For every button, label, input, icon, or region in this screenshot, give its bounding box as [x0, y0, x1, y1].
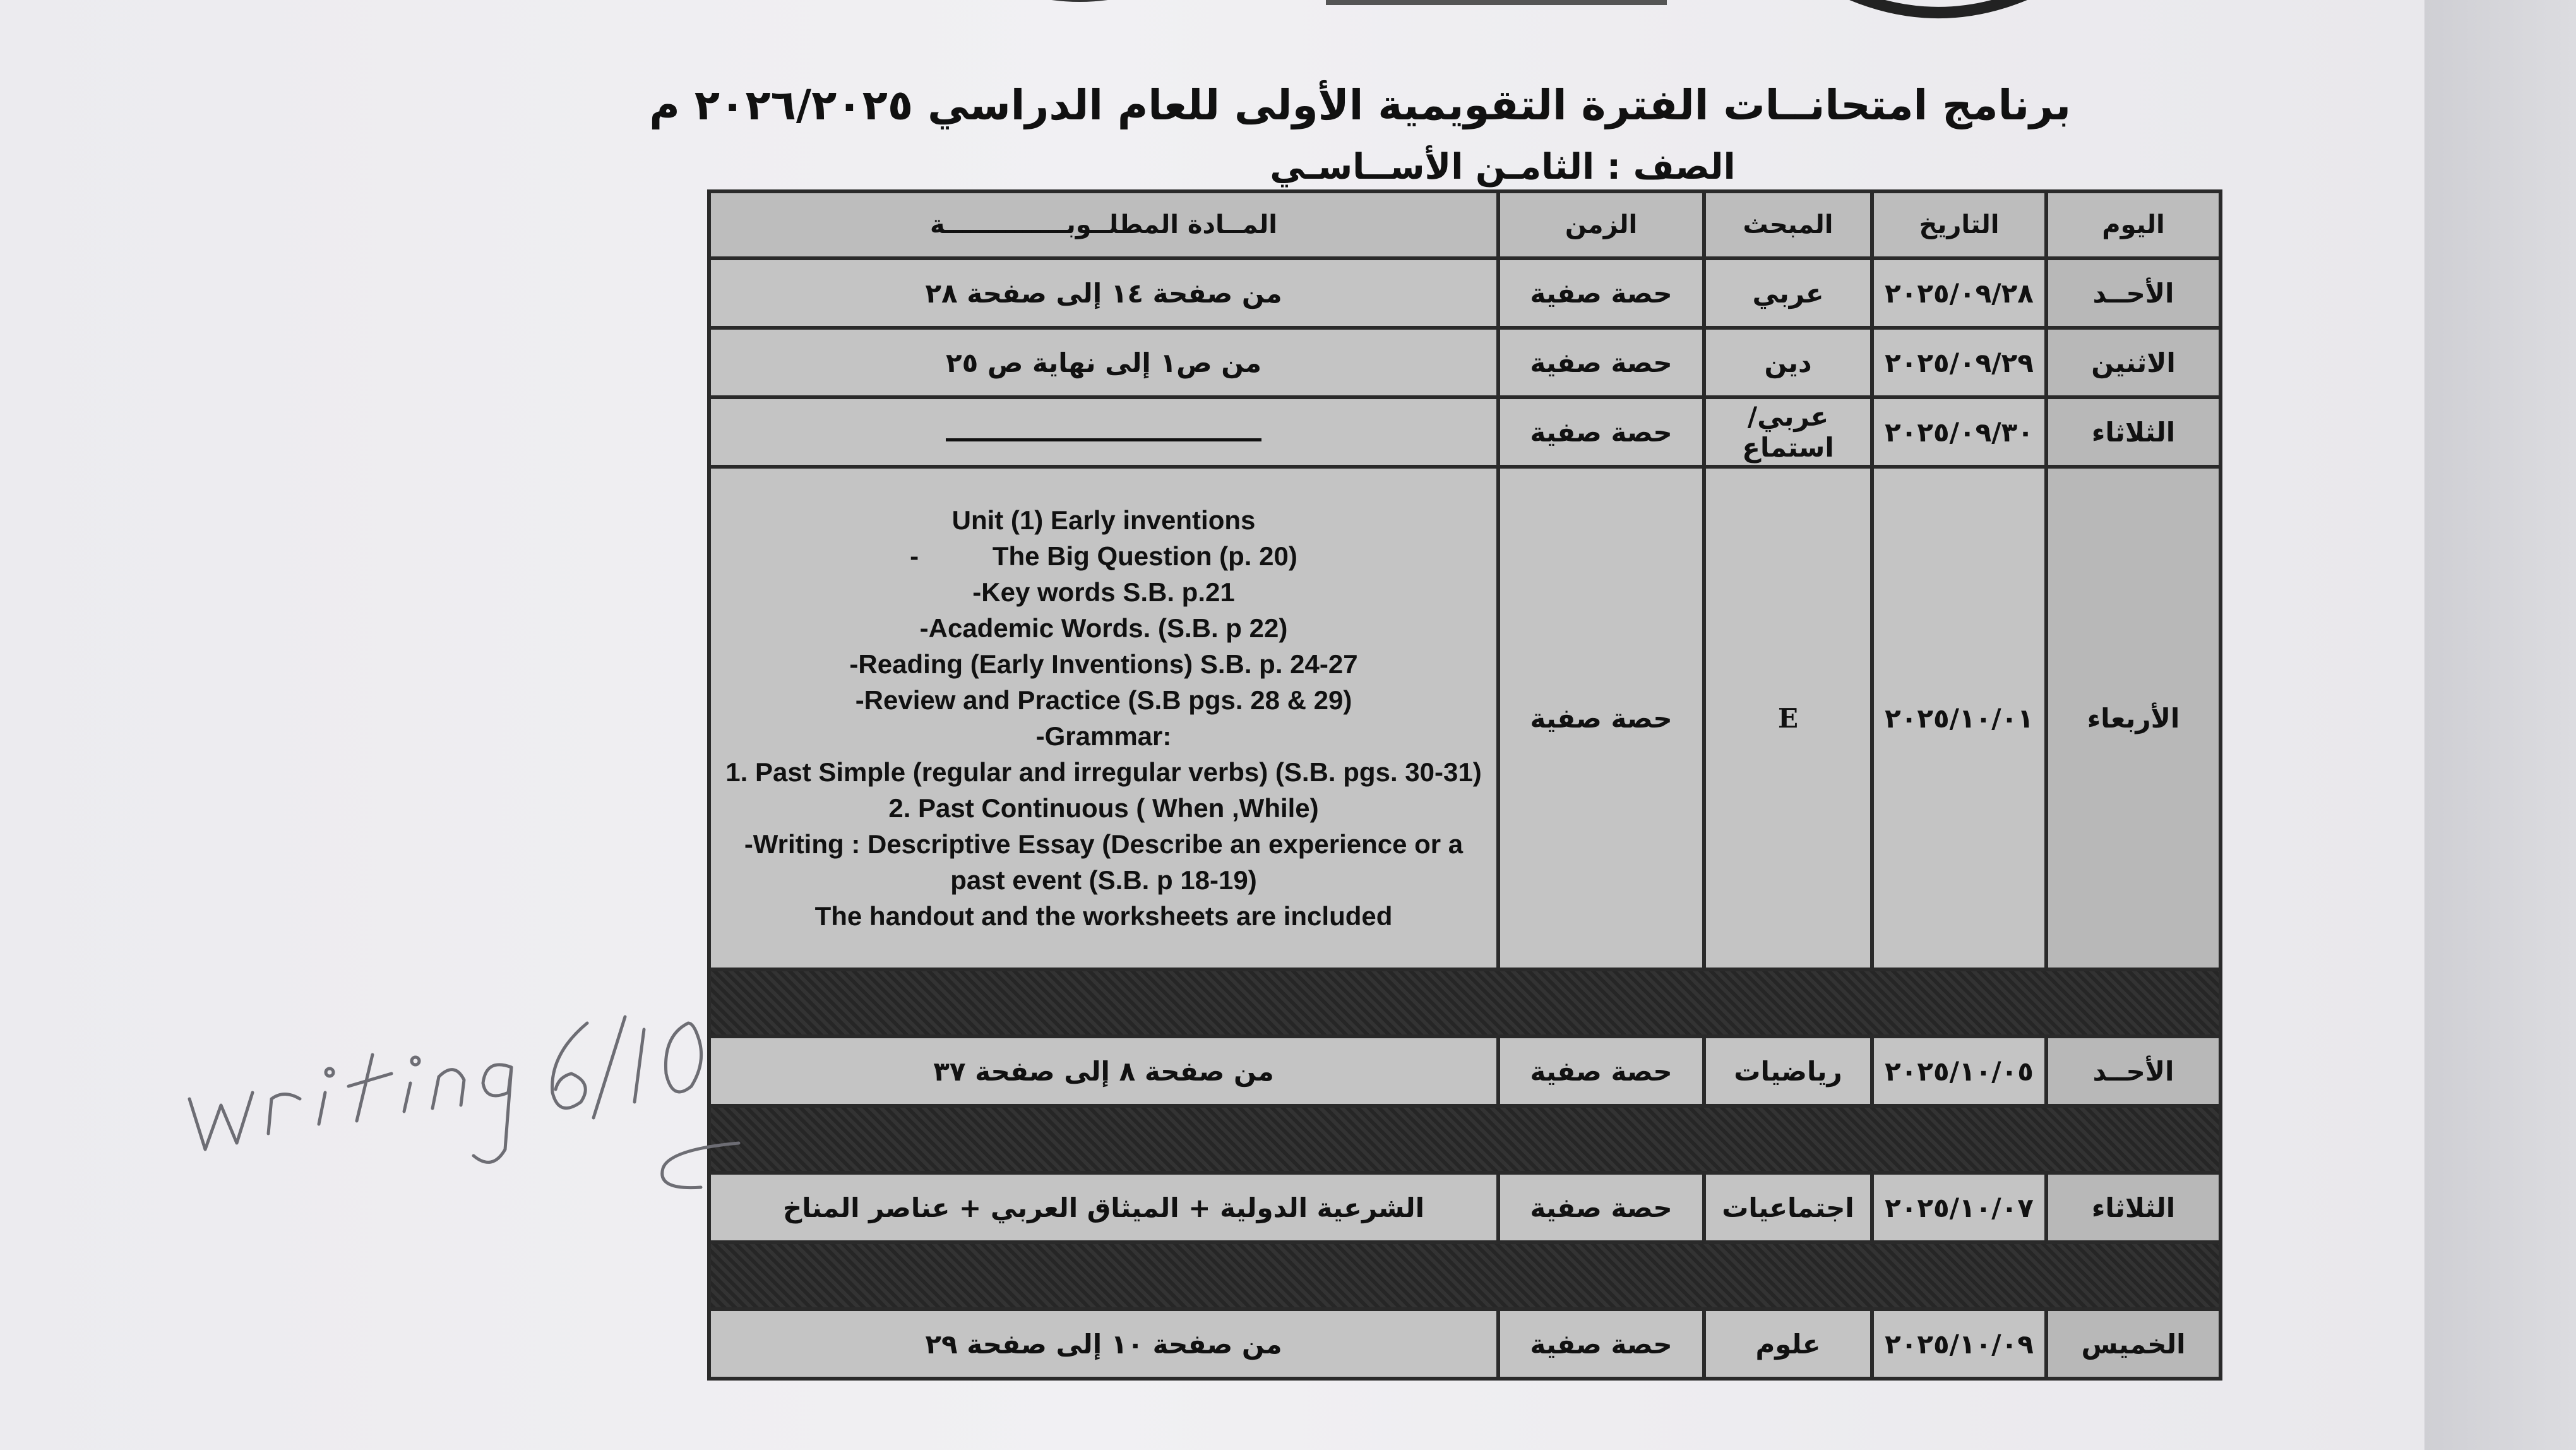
table-row-blacked-out — [709, 969, 2221, 1036]
table-row-english — [709, 467, 2221, 969]
header-text-fragment-icon — [1326, 0, 1667, 13]
material-line: 1. Past Simple (regular and irregular verbs) (S.B. pgs. 30-31) — [725, 757, 1482, 787]
cell-subject: E — [1704, 467, 1872, 969]
table-header-row — [709, 191, 2221, 258]
cell-material-english — [709, 467, 1498, 969]
header-material: المــادة المطلــوبــــــــــــــة — [709, 191, 1498, 258]
header-time: الزمن — [1498, 191, 1704, 258]
table-row — [709, 397, 2221, 467]
table-row — [709, 1309, 2221, 1379]
handwritten-annotation — [183, 998, 751, 1225]
cell-day: الأربعاء — [2046, 467, 2221, 969]
cell-material: من صفحة ١٤ إلى صفحة ٢٨ — [709, 258, 1498, 328]
redacted-cell — [709, 969, 2221, 1036]
cell-subject: دين — [1704, 328, 1872, 397]
cell-time: حصة صفية — [1498, 258, 1704, 328]
material-line: -Reading (Early Inventions) S.B. p. 24-27 — [849, 649, 1358, 679]
material-line: Unit (1) Early inventions — [951, 505, 1256, 535]
header-subject: المبحث — [1704, 191, 1872, 258]
cell-day: الأحــد — [2046, 1036, 2221, 1106]
cell-material: من صفحة ١٠ إلى صفحة ٢٩ — [709, 1309, 1498, 1379]
cell-material: الشرعية الدولية + الميثاق العربي + عناصر المناخ — [709, 1173, 1498, 1242]
cell-date: ٢٠٢٥/١٠/٠٧ — [1872, 1173, 2046, 1242]
cell-subject: رياضيات — [1704, 1036, 1872, 1106]
redacted-cell — [709, 1242, 2221, 1309]
cell-day: الأحــد — [2046, 258, 2221, 328]
table-row — [709, 328, 2221, 397]
material-line: 2. Past Continuous ( When ,While) — [888, 793, 1319, 823]
cell-date: ٢٠٢٥/١٠/٠٩ — [1872, 1309, 2046, 1379]
page-subtitle: الصف : الثامـن الأســاسـي — [1270, 147, 1736, 188]
cell-subject: عربي/استماع — [1704, 397, 1872, 467]
cell-time: حصة صفية — [1498, 397, 1704, 467]
blank-underline — [946, 417, 1261, 441]
cell-material: من ص١ إلى نهاية ص ٢٥ — [709, 328, 1498, 397]
cell-time: حصة صفية — [1498, 1173, 1704, 1242]
cell-date: ٢٠٢٥/٠٩/٣٠ — [1872, 397, 2046, 467]
cell-date: ٢٠٢٥/١٠/٠١ — [1872, 467, 2046, 969]
cell-material-blank-line — [709, 397, 1498, 467]
material-line: - The Big Question (p. 20) — [910, 541, 1297, 571]
cell-subject: علوم — [1704, 1309, 1872, 1379]
cell-time: حصة صفية — [1498, 328, 1704, 397]
paper-edge-shadow — [2424, 0, 2576, 1450]
header-date: التاريخ — [1872, 191, 2046, 258]
cell-day: الثلاثاء — [2046, 397, 2221, 467]
page-title: برنامج امتحانــات الفترة التقويمية الأولى للعام الدراسي ٢٠٢٦/٢٠٢٥ م — [649, 81, 2071, 129]
cell-time: حصة صفية — [1498, 1309, 1704, 1379]
redacted-cell — [709, 1106, 2221, 1173]
material-line: -Key words S.B. p.21 — [972, 577, 1235, 607]
exam-schedule-table — [707, 189, 2222, 1381]
cell-subject: اجتماعيات — [1704, 1173, 1872, 1242]
cell-time: حصة صفية — [1498, 1036, 1704, 1106]
school-logo-fragment-icon — [985, 0, 1174, 13]
cell-date: ٢٠٢٥/٠٩/٢٩ — [1872, 328, 2046, 397]
cell-day: الاثنين — [2046, 328, 2221, 397]
material-line: -Academic Words. (S.B. p 22) — [919, 613, 1288, 643]
header-day: اليوم — [2046, 191, 2221, 258]
cell-date: ٢٠٢٥/١٠/٠٥ — [1872, 1036, 2046, 1106]
table-row-blacked-out — [709, 1242, 2221, 1309]
cell-material: من صفحة ٨ إلى صفحة ٣٧ — [709, 1036, 1498, 1106]
cell-time: حصة صفية — [1498, 467, 1704, 969]
cell-subject: عربي — [1704, 258, 1872, 328]
table-row — [709, 258, 2221, 328]
cell-day: الخميس — [2046, 1309, 2221, 1379]
school-emblem-fragment-icon — [1806, 0, 2071, 32]
table-row-blacked-out — [709, 1106, 2221, 1173]
material-line: The handout and the worksheets are included — [814, 901, 1393, 931]
material-line: -Grammar: — [1035, 721, 1172, 751]
cell-date: ٢٠٢٥/٠٩/٢٨ — [1872, 258, 2046, 328]
material-line: -Writing : Descriptive Essay (Describe an experience or a past event (S.B. p 18-19) — [744, 829, 1464, 895]
table-row — [709, 1173, 2221, 1242]
table-row — [709, 1036, 2221, 1106]
material-line: -Review and Practice (S.B pgs. 28 & 29) — [855, 685, 1352, 715]
cell-day: الثلاثاء — [2046, 1173, 2221, 1242]
